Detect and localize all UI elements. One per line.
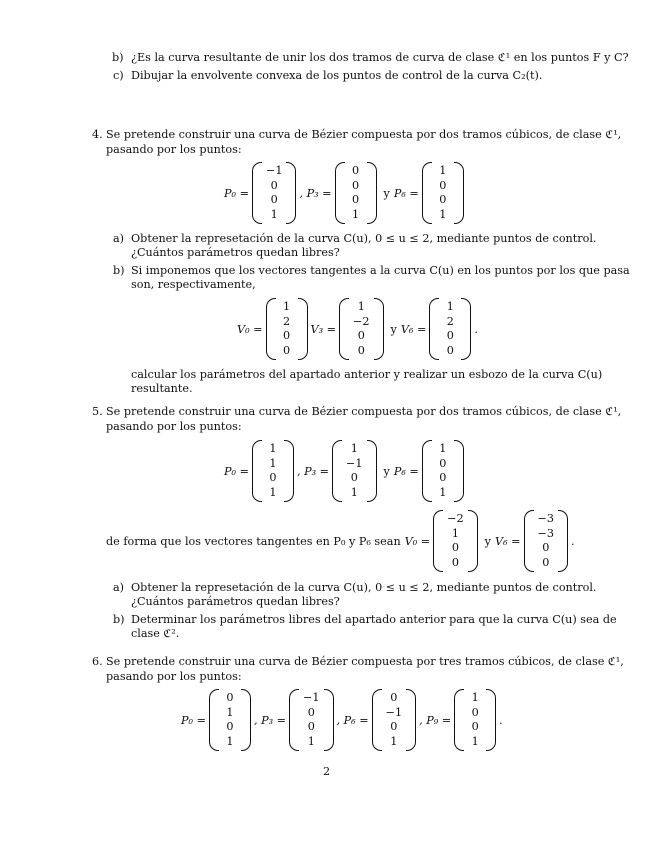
p4-tangent-and: y <box>390 322 397 336</box>
p6-P6-vector: 0 −1 0 1 <box>372 689 417 751</box>
p5-points-equation <box>224 438 467 504</box>
p5-tangents-equation <box>106 508 575 574</box>
p5-a-marker: a) <box>113 581 125 594</box>
p4-b-marker: b) <box>113 264 125 277</box>
p5-P3-label: , P₃ = <box>296 464 330 478</box>
p5-tangent-text: de forma que los vectores tangentes en P₀ y P₆ sean <box>106 534 401 548</box>
p4-V6-vector: 1 2 0 0 <box>429 298 471 360</box>
p5-b-line2: clase ℭ². <box>131 627 180 640</box>
p5-b-line1: Determinar los parámetros libres del apartado anterior para que la curva C(u) sea de <box>131 613 617 626</box>
p5-intro-line2: pasando por los puntos: <box>106 420 242 433</box>
p6-P6-label: , P₆ = <box>336 713 369 727</box>
p5-P0-label: P₀ = <box>224 464 249 478</box>
p5-V6-label: V₆ = <box>495 534 521 548</box>
p4-a-marker: a) <box>113 232 125 245</box>
p5-P6-vector: 1 0 0 1 <box>422 440 464 502</box>
p4-P0-vector: −1 0 0 1 <box>252 162 297 224</box>
p4-P0-label: P₀ = <box>224 186 249 200</box>
p4-points-equation <box>224 160 467 226</box>
p4-V0-vector: 1 2 0 0 <box>266 298 308 360</box>
p4-V3-vector: 1 −2 0 0 <box>339 298 384 360</box>
p4-number: 4. <box>92 128 103 141</box>
p4-P6-label: P₆ = <box>393 186 419 200</box>
p6-period: . <box>499 713 503 727</box>
prev-b-marker: b) <box>112 51 124 64</box>
p5-V0-vector: −2 1 0 0 <box>433 510 478 572</box>
p4-intro-line1: Se pretende construir una curva de Bézier compuesta por dos tramos cúbicos, de clase ℭ¹, <box>106 128 622 141</box>
p4-and: y <box>383 186 390 200</box>
p5-a-line1: Obtener la represetación de la curva C(u), 0 ≤ u ≤ 2, mediante puntos de control. <box>131 581 597 594</box>
p6-P3-label: , P₃ = <box>253 713 287 727</box>
p5-P6-label: P₆ = <box>393 464 419 478</box>
p6-P9-vector: 1 0 0 1 <box>454 689 496 751</box>
p5-number: 5. <box>92 405 103 418</box>
p5-intro-line1: Se pretende construir una curva de Bézier compuesta por dos tramos cúbicos, de clase ℭ¹, <box>106 405 622 418</box>
p4-a-line1: Obtener la represetación de la curva C(u), 0 ≤ u ≤ 2, mediante puntos de control. <box>131 232 597 245</box>
p6-intro-line2: pasando por los puntos: <box>106 670 242 683</box>
p4-V3-label: V₃ = <box>310 322 336 336</box>
p5-a-line2: ¿Cuántos parámetros quedan libres? <box>131 595 340 608</box>
p6-number: 6. <box>92 655 103 668</box>
p5-and: y <box>383 464 390 478</box>
p4-after-line1: calcular los parámetros del apartado anterior y realizar un esbozo de la curva C(u) <box>131 368 603 381</box>
p6-P3-vector: −1 0 0 1 <box>289 689 334 751</box>
p4-tangent-period: . <box>474 322 478 336</box>
p5-b-marker: b) <box>113 613 125 626</box>
p5-V0-label: V₀ = <box>404 534 431 548</box>
p5-V6-vector: −3 −3 0 0 <box>524 510 569 572</box>
p4-tangents-equation <box>237 296 478 362</box>
p5-P0-vector: 1 1 0 1 <box>252 440 294 502</box>
p6-intro-line1: Se pretende construir una curva de Bézier compuesta por tres tramos cúbicos, de clase ℭ¹, <box>106 655 624 668</box>
p4-P3-vector: 0 0 0 1 <box>335 162 377 224</box>
p6-P0-vector: 0 1 0 1 <box>209 689 251 751</box>
p4-after-line2: resultante. <box>131 382 193 395</box>
p6-points-equation <box>181 687 503 753</box>
p6-P0-label: P₀ = <box>181 713 206 727</box>
p5-P3-vector: 1 −1 0 1 <box>332 440 377 502</box>
prev-c-marker: c) <box>113 69 124 82</box>
p4-V6-label: V₆ = <box>400 322 427 336</box>
p4-P6-vector: 1 0 0 1 <box>422 162 464 224</box>
p4-intro-line2: pasando por los puntos: <box>106 143 242 156</box>
p5-tangent-and: y <box>484 534 491 548</box>
prev-c-text: Dibujar la envolvente convexa de los puntos de control de la curva C₂(t). <box>131 69 543 82</box>
p4-V0-label: V₀ = <box>237 322 263 336</box>
p4-b-line2: son, respectivamente, <box>131 278 256 291</box>
p5-tangent-period: . <box>571 534 575 548</box>
prev-b-text: ¿Es la curva resultante de unir los dos tramos de curva de clase ℭ¹ en los puntos F y C? <box>131 51 629 64</box>
p4-P3-label: , P₃ = <box>299 186 332 200</box>
page-number: 2 <box>323 765 331 778</box>
p6-P9-label: , P₉ = <box>419 713 452 727</box>
p4-b-line1: Si imponemos que los vectores tangentes a la curva C(u) en los puntos por los que pasa <box>131 264 630 277</box>
p4-a-line2: ¿Cuántos parámetros quedan libres? <box>131 246 340 259</box>
